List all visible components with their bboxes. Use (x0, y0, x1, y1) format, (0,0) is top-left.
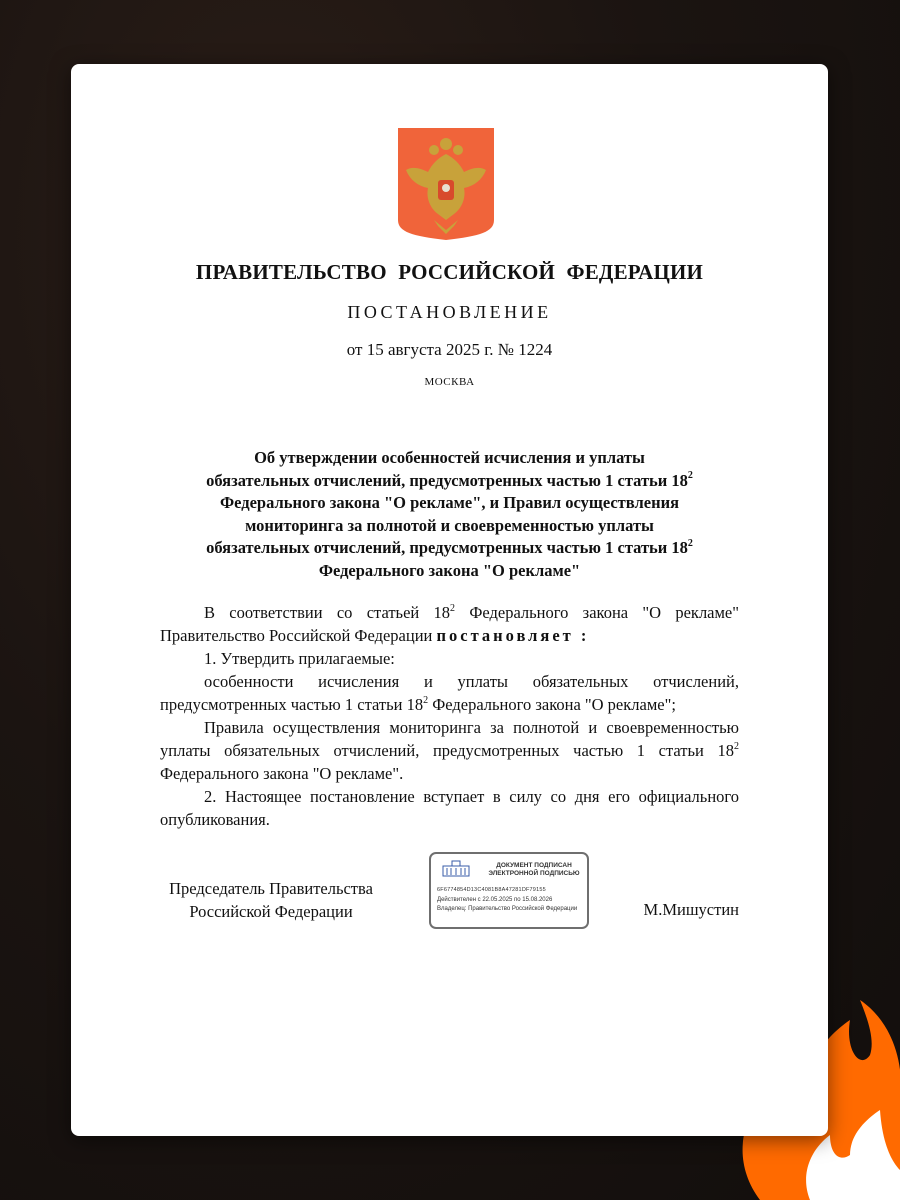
government-name: ПРАВИТЕЛЬСТВО РОССИЙСКОЙ ФЕДЕРАЦИИ (195, 260, 704, 284)
document-type: ПОСТАНОВЛЕНИЕ (347, 302, 552, 322)
signatory-position (156, 877, 386, 923)
paragraph-preamble: В соответствии со статьей $18^2$ Федерального закона "О рекламе" Правительство Российской Федерации постановляет : (160, 602, 739, 645)
electronic-signature-stamp (429, 852, 589, 929)
stamp-title: ДОКУМЕНТ ПОДПИСАН ЭЛЕКТРОННОЙ ПОДПИСЬЮ (488, 862, 580, 877)
document-page (71, 64, 828, 1136)
subject-line: Федерального закона "О рекламе" (318, 560, 581, 580)
subject-line: обязательных отчислений, предусмотренных частью 1 статьи $18^2$ (206, 537, 693, 557)
position-line: Председатель Правительства (169, 879, 373, 898)
paragraph-rules: Правила осуществления мониторинга за полнотой и своевременностью уплаты обязательных отчислений, предусмотренных частью 1 статьи $18^2$ Федерального закона "О рекламе". (160, 718, 739, 783)
date-number: от 15 августа 2025 г. № 1224 (346, 340, 553, 359)
paragraph-features: особенности исчисления и уплаты обязательных отчислений, предусмотренных частью 1 статьи $18^2$ Федерального закона "О рекламе"; (160, 672, 739, 714)
certificate-number: 6F6774854D13C4081B8A47281DF79155 (437, 887, 546, 893)
paragraph-item-1: 1. Утвердить прилагаемые: (204, 649, 395, 668)
document-subject (161, 447, 738, 582)
subject-line: мониторинга за полнотой и своевременностью уплаты (245, 515, 654, 535)
paragraph-item-2: 2. Настоящее постановление вступает в силу со дня его официального опубликования. (160, 787, 739, 829)
city: МОСКВА (424, 376, 475, 388)
government-building-icon (441, 860, 471, 878)
subject-line: обязательных отчислений, предусмотренных частью 1 статьи $18^2$ (206, 470, 693, 490)
document-body (160, 601, 739, 831)
certificate-owner: Владелец: Правительство Российской Федерации (437, 906, 578, 912)
position-line: Российской Федерации (189, 902, 353, 921)
subject-line: Об утверждении особенностей исчисления и уплаты (254, 448, 645, 467)
coat-of-arms-icon (398, 128, 494, 240)
decree-word: постановляет : (436, 626, 590, 645)
signatory-name: М.Мишустин (643, 900, 739, 919)
validity-period: Действителен с 22.05.2025 по 15.08.2026 (437, 897, 553, 903)
subject-line: Федерального закона "О рекламе", и Правил осуществления (219, 493, 680, 512)
